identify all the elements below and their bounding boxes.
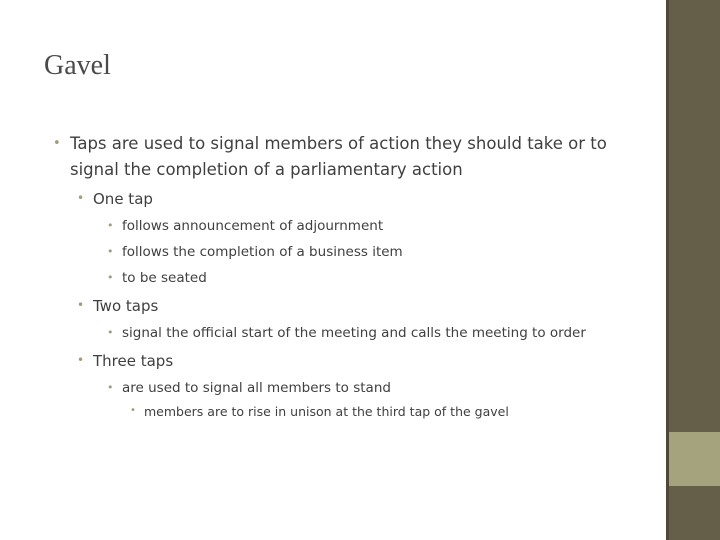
bullet-text: Three taps [93,352,174,370]
slide-title: Gavel [44,50,111,81]
bullet-dot-icon: • [107,245,114,258]
bullet-text: members are to rise in unison at the third tap of the gavel [144,404,509,419]
bullet-rise-unison [130,404,509,419]
bullet-dot-icon: • [107,219,114,232]
bullet-text: Two taps [93,297,159,315]
bullet-text: signal the official start of the meeting and calls the meeting to order [122,325,586,341]
bullet-two-taps [77,297,159,315]
bullet-text: are used to signal all members to stand [122,380,391,396]
bullet-dot-icon: • [130,405,136,416]
bullet-one-tap [77,190,153,208]
bullet-seated [107,270,207,286]
bullet-text: follows the completion of a business item [122,244,403,260]
bullet-members-stand [107,380,391,396]
sidebar-accent-band [669,432,720,486]
bullet-business-item [107,244,403,260]
bullet-adjournment [107,218,384,234]
bullet-text: follows announcement of adjournment [122,218,384,234]
bullet-dot-icon: • [77,191,85,205]
bullet-dot-icon: • [77,298,85,312]
bullet-three-taps [77,352,174,370]
bullet-text: One tap [93,190,153,208]
bullet-dot-icon: • [107,326,114,339]
bullet-dot-icon: • [107,381,114,394]
bullet-text: Taps are used to signal members of action they should take or to signal the completion of a parliamentary action [70,134,607,179]
bullet-dot-icon: • [77,353,85,367]
bullet-taps-purpose [53,131,640,183]
bullet-dot-icon: • [53,136,61,151]
bullet-text: to be seated [122,270,207,286]
bullet-official-start [107,325,586,341]
bullet-dot-icon: • [107,271,114,284]
